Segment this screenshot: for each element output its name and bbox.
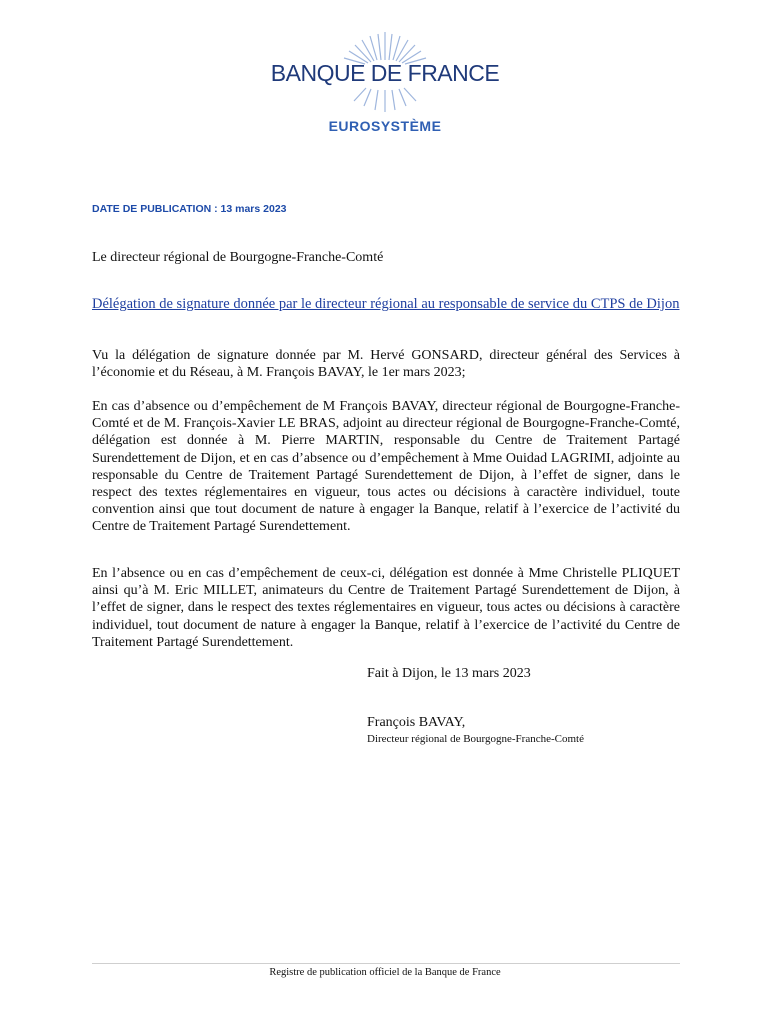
document-title: Délégation de signature donnée par le directeur régional au responsable de service du CTPS de Dijon — [92, 296, 680, 312]
logo-subtitle: EUROSYSTÈME — [328, 118, 442, 134]
footer-text: Registre de publication officiel de la Banque de France — [269, 967, 501, 978]
footer-divider — [92, 963, 680, 964]
issuer-line: Le directeur régional de Bourgogne-Franche-Comté — [92, 250, 384, 265]
place-date: Fait à Dijon, le 13 mars 2023 — [367, 666, 531, 681]
publication-date: DATE DE PUBLICATION : 13 mars 2023 — [92, 203, 287, 215]
banque-de-france-logo — [270, 30, 500, 140]
paragraph-absence: En l’absence ou en cas d’empêchement de ceux-ci, délégation est donnée à Mme Christelle PLIQUET ainsi qu’à M. Eric MILLET, animateurs du Centre de Traitement Partagé Surendettement de Dijon, à l’effet de signer, dans le respect des textes réglementaires en vigueur, tous actes ou décisions à caractère individuel, tout document de nature à engager la Banque, relatif à l’exercice de l’activité du Centre de Traitement Partagé Surendettement. — [92, 566, 680, 650]
logo-wordmark: BANQUE DE FRANCE — [270, 60, 500, 86]
signatory-role: Directeur régional de Bourgogne-Franche-Comté — [367, 733, 584, 745]
paragraph-delegation: En cas d’absence ou d’empêchement de M François BAVAY, directeur régional de Bourgogne-Franche-Comté et de M. François-Xavier LE BRAS, adjoint au directeur régional de Bourgogne-Franche-Comté, délégation est donnée à M. Pierre MARTIN, responsable du Centre de Traitement Partagé Surendettement de Dijon, et en cas d’absence ou d’empêchement à Mme Ouidad LAGRIMI, adjointe au responsable du Centre de Traitement Partagé Surendettement de Dijon, à l’effet de signer, dans le respect des textes réglementaires en vigueur, tous actes ou décisions à caractère individuel, toute convention ainsi que tout document de nature à engager la Banque, relatif à l’exercice de l’activité du Centre de Traitement Partagé Surendettement. — [92, 399, 680, 535]
paragraph-vu: Vu la délégation de signature donnée par M. Hervé GONSARD, directeur général des Services à l’économie et du Réseau, à M. François BAVAY, le 1er mars 2023; — [92, 348, 680, 381]
signatory-name: François BAVAY, — [367, 715, 466, 730]
